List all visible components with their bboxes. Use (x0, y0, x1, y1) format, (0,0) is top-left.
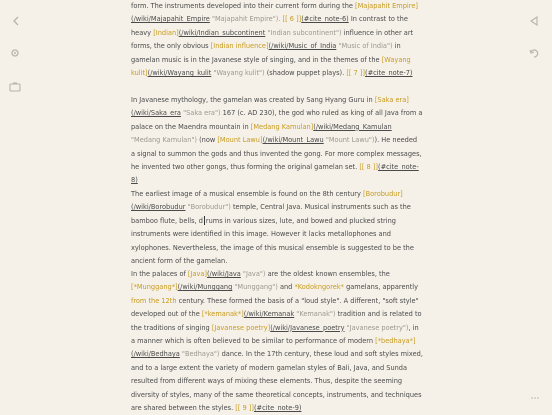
link-title: "Wayang kulit") (211, 69, 265, 78)
left-toolbar (0, 0, 34, 414)
paragraph-borobudur (131, 188, 423, 268)
link-url[interactable]: (#cite_note-6) (301, 15, 349, 24)
link-url[interactable]: (#cite_note-9) (253, 404, 302, 413)
wiki-link[interactable]: [[ 7 ]] (346, 69, 365, 78)
body-text: form. The instruments developed into their current form during the (131, 2, 356, 10)
link-url[interactable]: (/ (262, 136, 268, 145)
link-url[interactable]: (/wiki/Wayang_kulit (147, 69, 212, 78)
wiki-link[interactable]: [[ 8 ]] (359, 163, 378, 172)
link-url[interactable]: (/ (270, 323, 275, 332)
wiki-link[interactable]: [[ 9 ]] (235, 404, 254, 413)
body-text: are the oldest known ensembles, the (265, 270, 390, 278)
link-url[interactable]: (/wiki/Borobudur (131, 203, 186, 212)
link-title: "Majapahit Empire"). (209, 15, 283, 24)
link-url[interactable]: (/wiki/Bedhaya (131, 350, 180, 359)
link-url[interactable]: (/wiki/ (131, 15, 151, 24)
wiki-link[interactable]: [Medang Kamulan] (250, 122, 314, 131)
link-url[interactable]: wiki/Mount_Lawu (267, 136, 324, 145)
wiki-link[interactable]: [Indian] (153, 28, 179, 37)
wiki-link[interactable]: [Javanese poetry] (211, 323, 271, 332)
wiki-link[interactable]: [Saka era] (374, 96, 409, 104)
wiki-link[interactable]: from the 12th (131, 296, 177, 305)
body-text: The earliest image of a musical ensemble is found on the 8th century (131, 190, 363, 198)
link-title: "Borobudur") (185, 203, 231, 212)
wiki-link[interactable]: *Kodokngorek* (294, 283, 344, 292)
gear-icon[interactable] (8, 46, 22, 60)
body-text: in gamelan music is in the Javanese style of singing, and in the themes of the (131, 42, 401, 64)
link-title: "Mount Lawu") (323, 136, 375, 145)
link-url[interactable]: (/wiki/Music_of_India (268, 42, 337, 51)
link-url[interactable]: (/wiki/Kemanak (243, 310, 295, 319)
body-text: , in a manner which is often believed to be similar to performance of modern (131, 323, 419, 346)
link-url[interactable]: (/wiki/ (178, 28, 199, 37)
link-title: "Javanese poetry") (344, 323, 409, 332)
body-text: and (277, 283, 295, 292)
body-text: In contrast to the heavy (131, 15, 408, 37)
link-url[interactable]: wiki/Javanese_poetry (274, 323, 345, 332)
link-url[interactable]: (/wiki/Saka_era (131, 109, 181, 118)
body-text: In Javanese mythology, the gamelan was created by Sang Hyang Guru in (131, 96, 375, 104)
wiki-link[interactable]: [Indian influence] (210, 42, 269, 51)
body-text: (now (196, 136, 218, 145)
link-title: "Munggang") (232, 283, 278, 292)
body-text: dance. In the 17th century, these loud and soft styles mixed, and to a large extent the variety of modern gamelan styles of Bali, Java, and Sunda resulted from different ways of mixing these elements. Thus, despite the seeming diversity of styles, many of the same theoretical concepts, instruments, and techniques are shared between the styles. (131, 350, 423, 413)
body-text: temple, Central Java. Musical instruments such as the bamboo flute, bells, d (131, 203, 411, 225)
body-text: (shadow puppet plays). (264, 69, 347, 78)
undo-icon[interactable] (527, 46, 541, 60)
wiki-link[interactable]: [Wayang kulit] (131, 55, 411, 78)
link-url[interactable]: Indian_subcontinent (198, 28, 266, 37)
link-title: "Kemanak") (294, 310, 336, 319)
tabs-icon[interactable] (8, 80, 22, 94)
paragraph-mythology (131, 94, 423, 188)
link-url[interactable]: (#cite_note-7) (365, 69, 413, 78)
wiki-link[interactable]: [*Munggang*] (131, 283, 178, 292)
link-url[interactable]: wiki/Munggang (182, 283, 233, 292)
link-title: "Medang Kamulan") (131, 136, 197, 145)
wiki-link[interactable]: [*bedhaya*] (375, 337, 416, 346)
link-title: "Music of India") (336, 42, 393, 51)
link-url[interactable]: (/wiki/Medang_Kamulan (313, 122, 392, 131)
body-text: century. These formed the basis of a "loud style". A different, "soft style" developed out of the (131, 296, 419, 319)
wiki-link[interactable]: [Borobudur] (363, 190, 403, 198)
link-title: "Bedhaya") (179, 350, 220, 359)
body-text: In the palaces of (131, 270, 188, 278)
body-text: influence in other art forms, the only obvious (131, 28, 414, 51)
paragraph-instruments (131, 0, 423, 80)
right-toolbar (518, 0, 552, 414)
link-url[interactable]: (/ (177, 283, 183, 292)
body-text: rums in various sizes, lute, and bowed and plucked string instruments were identified in this image. However it lacks metallophones and xylophones. Nevertheless, the image of this musical ensemble is suggested to be the ancient form of the gamelan. (131, 216, 414, 266)
link-title: "Java") (240, 270, 266, 278)
link-url[interactable]: (/wiki/Java (206, 270, 241, 278)
ellipsis-icon[interactable] (528, 391, 542, 405)
wiki-link[interactable]: [*kemanak*] (201, 310, 244, 319)
body-text: tradition and is related to the traditions of singing (131, 310, 422, 332)
text-cursor (204, 216, 205, 225)
paragraph-palaces (131, 268, 423, 415)
chevron-left-icon[interactable] (9, 14, 23, 28)
body-text: 167 (c. AD 230), the god who ruled as king of all Java from a palace on the Maendra mountain in (131, 109, 423, 131)
link-title: "Saka era") (180, 109, 221, 118)
body-text: gamelans, apparently (343, 283, 419, 292)
wiki-link[interactable]: [Majapahit Empire] (355, 2, 418, 10)
wiki-link[interactable]: [[ 6 ]] (282, 15, 302, 24)
link-title: "Indian subcontinent") (265, 28, 342, 37)
body-text: ). He needed a signal to summon the gods and thus invented the gong. For more complex messages, he invented two other gongs, thus forming the original gamelan set. (131, 136, 422, 172)
link-url[interactable]: (#cite_note-8) (131, 163, 419, 185)
link-url[interactable]: Majapahit_Empire (150, 15, 210, 24)
wiki-link[interactable]: [Java] (187, 270, 207, 278)
triangle-left-icon[interactable] (527, 14, 541, 28)
wiki-link[interactable]: [Mount Lawu] (217, 136, 263, 145)
